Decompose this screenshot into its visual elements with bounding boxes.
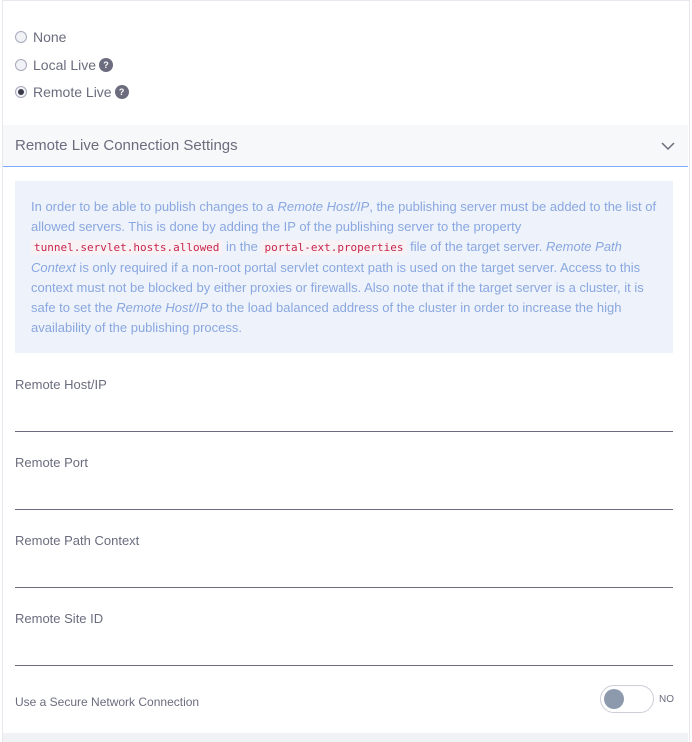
form-frame (2, 0, 690, 742)
secure-connection-toggle[interactable] (600, 685, 654, 713)
alert-emphasis: Remote Host/IP (116, 300, 209, 315)
alert-text: In order to be able to publish changes to a (31, 199, 278, 214)
toggle-knob (604, 689, 624, 709)
help-icon[interactable]: ? (115, 85, 129, 99)
remote-site-id-input[interactable] (15, 642, 673, 666)
alert-emphasis: Remote Path Context (31, 239, 622, 275)
toggle-state-text: NO (659, 694, 674, 705)
remote-host-input[interactable] (15, 408, 673, 432)
property-code: tunnel.servlet.hosts.allowed (31, 240, 222, 255)
alert-text: file of the target server. (406, 239, 547, 254)
remote-port-input[interactable] (15, 486, 673, 510)
radio-option-none[interactable] (15, 29, 66, 45)
alert-text: , the publishing server must be added to the list of allowed servers. This is done by adding the IP of the publishing server to the property (31, 199, 657, 234)
alert-text: to the load balanced address of the cluster in order to increase the high availability of the publishing process. (31, 300, 622, 335)
radio-remote-live-label: Remote Live (33, 84, 112, 100)
remote-port-label: Remote Port (15, 455, 88, 470)
file-code: portal-ext.properties (261, 240, 406, 255)
alert-text: is only required if a non-root portal servlet context path is used on the target server. Access to this context must not be blocked by either proxies or firewalls. Also note that if the target server is a cluster, it is safe to set the (31, 260, 644, 315)
remote-host-label: Remote Host/IP (15, 377, 107, 392)
radio-local-live-label: Local Live (33, 57, 97, 73)
radio-none-label: None (33, 29, 67, 45)
help-icon[interactable]: ? (99, 58, 113, 72)
remote-live-panel-header[interactable] (3, 125, 688, 167)
radio-remote-live[interactable] (15, 86, 27, 98)
panel-footer (3, 733, 688, 742)
chevron-down-icon[interactable] (660, 138, 676, 154)
alert-text: in the (222, 239, 262, 254)
alert-emphasis: Remote Host/IP (277, 199, 370, 214)
radio-local-live[interactable] (15, 59, 27, 71)
panel-title: Remote Live Connection Settings (15, 137, 238, 154)
info-alert (15, 181, 673, 353)
remote-site-id-label: Remote Site ID (15, 611, 104, 626)
remote-path-context-input[interactable] (15, 564, 673, 588)
secure-connection-label: Use a Secure Network Connection (15, 695, 200, 709)
radio-option-local-live[interactable] (15, 57, 113, 73)
remote-path-context-label: Remote Path Context (15, 533, 140, 548)
radio-none[interactable] (15, 31, 27, 43)
radio-option-remote-live[interactable] (15, 84, 129, 100)
